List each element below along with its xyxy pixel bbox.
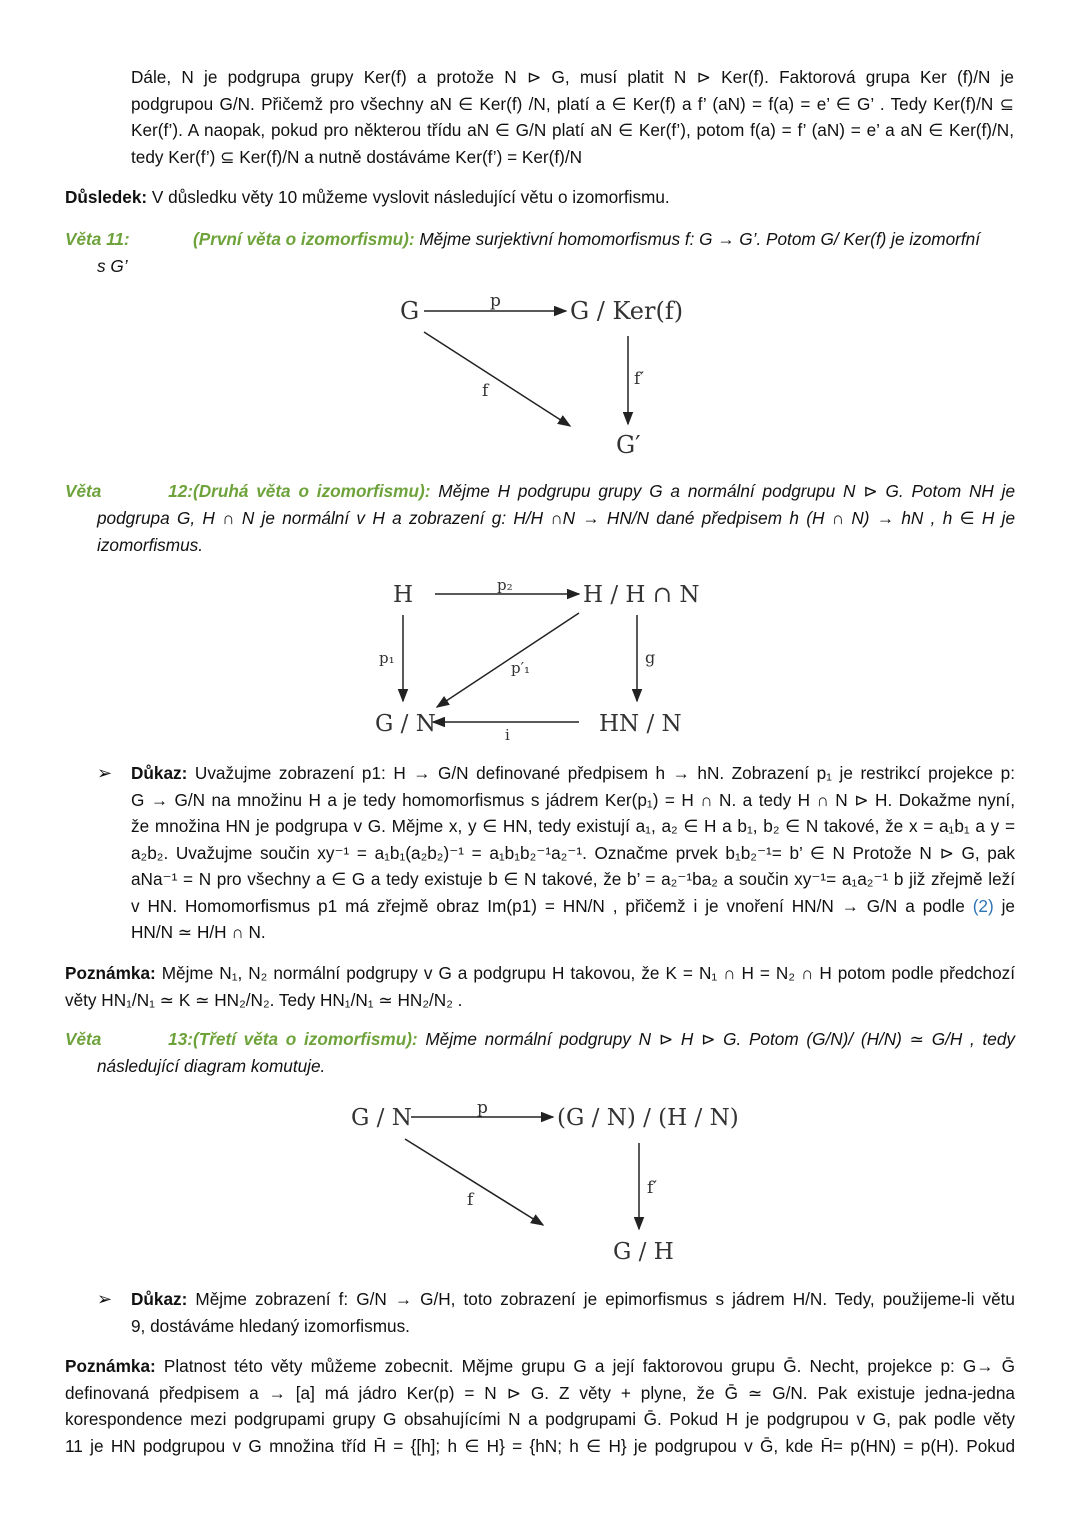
para-top-line-4: tedy Ker(f’) ⊆ Ker(f)/N a nutně dostáváme Ker(f’) = Ker(f)/N xyxy=(131,146,583,167)
node-g-h: G / H xyxy=(613,1239,674,1265)
dusledek-label: Důsledek: xyxy=(65,187,148,207)
dukaz2 xyxy=(131,1286,1015,1339)
node-g-ker: G / Ker(f) xyxy=(570,297,684,325)
veta13-line2: následující diagram komutuje. xyxy=(97,1056,326,1076)
label-f: f xyxy=(482,381,489,401)
dukaz1-line-6: v HN. Homomorfismus p1 má zřejmě obraz Im(p1) = HN/N , přičemž i je vnoření HN/N → G/N a podle xyxy=(131,895,973,916)
node-hn-n: HN / N xyxy=(599,711,682,737)
veta13-label: Věta 13: xyxy=(65,1029,193,1049)
poznamka1 xyxy=(65,960,1015,1013)
bullet-arrow-1: ➢ xyxy=(97,763,113,783)
diagram-first-isomorphism xyxy=(390,290,710,460)
veta11-label: Věta 11: xyxy=(65,229,130,249)
para-top xyxy=(131,64,1014,170)
veta12 xyxy=(65,478,1015,505)
dukaz2-line-2: 9, dostáváme hledaný izomorfismus. xyxy=(131,1315,410,1336)
diagram-third-isomorphism xyxy=(345,1095,745,1265)
label-p: p xyxy=(490,291,501,311)
dukaz1 xyxy=(131,760,1015,946)
label-p1-prime: p′₁ xyxy=(511,659,531,677)
dukaz1-line-2: G → G/N na množinu H a je tedy homomorfismus s jádrem Ker(p₁) = H ∩ N. a tedy H ∩ N ⊳ H. Dokažme nyní, xyxy=(131,789,1015,810)
veta11-line2: s G’ xyxy=(97,256,128,276)
veta12-line1: Mějme H podgrupu grupy G a normální podgrupu N ⊳ G. Potom NH je xyxy=(430,481,1016,501)
poznamka2-line-1: Platnost této věty můžeme zobecnit. Mějme grupu G a její faktorovou grupu Ḡ. Necht, projekce p: G→ Ḡ xyxy=(155,1356,1015,1376)
poznamka1-label: Poznámka: xyxy=(65,963,156,983)
veta11-name: (První věta o izomorfismu): xyxy=(193,229,415,249)
dukaz2-label: Důkaz: xyxy=(131,1289,188,1309)
veta13-line1: Mějme normální podgrupy N ⊳ H ⊳ G. Potom (G/N)/ (H/N) ≃ G/H , tedy xyxy=(417,1029,1015,1049)
node-h: H xyxy=(393,582,414,608)
veta13-name: (Třetí věta o izomorfismu): xyxy=(193,1029,418,1049)
veta12-label: Věta 12: xyxy=(65,481,193,501)
node-g-n: G / N xyxy=(351,1105,412,1131)
label-g: g xyxy=(645,648,656,667)
label-i: i xyxy=(505,726,510,744)
veta12-line2: podgrupa G, H ∩ N je normální v H a zobrazení g: H/H ∩N → HN/N dané předpisem h (H ∩ N) → hN , h ∈ H je xyxy=(97,508,1015,528)
diagram-second-isomorphism xyxy=(365,575,705,745)
veta12-cont xyxy=(97,505,1015,558)
para-top-line-2: podgrupou G/N. Přičemž pro všechny aN ∈ Ker(f) /N, platí a ∈ Ker(f) a f’ (aN) = f(a) = e’ ∈ G’ . Tedy Ker(f)/N ⊆ xyxy=(131,93,1014,114)
arrow-f xyxy=(405,1139,543,1225)
poznamka2-line-4: 11 je HN podgrupou v G množina tříd H̄ = {[h]; h ∈ H} = {hN; h ∈ H} je podgrupou v Ḡ, kde H̄= p(HN) = p(H). Pokud xyxy=(65,1435,1015,1456)
label-p1: p₁ xyxy=(379,649,395,667)
veta11-text: Mějme surjektivní homomorfismus f: G → G’. Potom G/ Ker(f) je izomorfní xyxy=(414,229,980,249)
dukaz1-line-7: HN/N ≃ H/H ∩ N. xyxy=(131,922,266,942)
arrow-p1-prime xyxy=(437,613,579,707)
node-h-hn: H / H ∩ N xyxy=(583,582,700,608)
poznamka1-line-2: věty HN₁/N₁ ≃ K ≃ HN₂/N₂. Tedy HN₁/N₁ ≃ HN₂/N₂ . xyxy=(65,989,463,1010)
dukaz1-line-5: aNa⁻¹ = N pro všechny a ∈ G a tedy existuje b ∈ N takové, že b’ = a₂⁻¹ba₂ a součin xy⁻¹= a₁a₂⁻¹ b již zřejmě leží xyxy=(131,869,1015,889)
veta11 xyxy=(65,226,1015,253)
label-p: p xyxy=(477,1098,488,1118)
poznamka2-label: Poznámka: xyxy=(65,1356,156,1376)
dukaz2-line-1: Mějme zobrazení f: G/N → G/H, toto zobrazení je epimorfismus s jádrem H/N. Tedy, použijeme-li větu xyxy=(187,1289,1015,1309)
node-g-prime: G′ xyxy=(616,431,641,459)
dukaz1-line-3: že množina HN je podgrupa v G. Mějme x, y ∈ HN, tedy existují a₁, a₂ ∈ H a b₁, b₂ ∈ N takové, že x = a₁b₁ a y = xyxy=(131,816,1015,836)
poznamka2-line-3: korespondence mezi podgrupami grupy G obsahujícími N a podgrupami Ḡ. Pokud H je podgrupou v G, pak podle věty xyxy=(65,1409,1015,1429)
veta12-line3: izomorfismus. xyxy=(97,534,204,555)
label-f-prime: f′ xyxy=(647,1178,658,1198)
dukaz1-line-1: Uvažujme zobrazení p1: H → G/N definované předpisem h → hN. Zobrazení p₁ je restrikcí projekce p: xyxy=(187,763,1015,783)
dusledek-text: V důsledku věty 10 můžeme vyslovit následující větu o izomorfismu. xyxy=(147,187,670,207)
arrow-f xyxy=(424,332,570,426)
poznamka2 xyxy=(65,1353,1015,1459)
label-p2: p₂ xyxy=(497,576,513,594)
label-f: f xyxy=(467,1190,474,1210)
reference-link[interactable]: (2) xyxy=(972,895,994,916)
node-gn-hn: (G / N) / (H / N) xyxy=(557,1105,739,1131)
bullet-arrow-2: ➢ xyxy=(97,1289,113,1309)
veta13 xyxy=(65,1026,1015,1053)
node-g: G xyxy=(400,297,420,325)
dukaz1-ref-after: je xyxy=(993,895,1015,916)
para-top-line-1: Dále, N je podgrupa grupy Ker(f) a protože N ⊳ G, musí platit N ⊳ Ker(f). Faktorová grupa Ker (f)/N je xyxy=(131,67,1014,87)
dukaz1-line-4: a₂b₂. Uvažujme součin xy⁻¹ = a₁b₁(a₂b₂)⁻¹ = a₁b₁b₂⁻¹a₂⁻¹. Označme prvek b₁b₂⁻¹= b’ ∈ N Protože N ⊳ G, pak xyxy=(131,842,1015,863)
poznamka2-line-2: definovaná předpisem a → [a] má jádro Ker(p) = N ⊳ G. Z věty + plyne, že Ḡ ≃ G/N. Pak existuje jedna-jedna xyxy=(65,1382,1015,1403)
dusledek xyxy=(65,184,1015,211)
dukaz1-label: Důkaz: xyxy=(131,763,188,783)
veta12-name: (Druhá věta o izomorfismu): xyxy=(193,481,431,501)
para-top-line-3: Ker(f’). A naopak, pokud pro některou třídu aN ∈ G/N platí aN ∈ Ker(f’), potom f(a) = f’ (aN) = e’ a aN ∈ Ker(f)/N, xyxy=(131,120,1014,140)
node-g-n: G / N xyxy=(375,711,436,737)
poznamka1-line-1: Mějme N₁, N₂ normální podgrupy v G a podgrupu H takovou, že K = N₁ ∩ H = N₂ ∩ H potom podle předchozí xyxy=(155,963,1015,983)
label-f-prime: f′ xyxy=(634,369,645,389)
